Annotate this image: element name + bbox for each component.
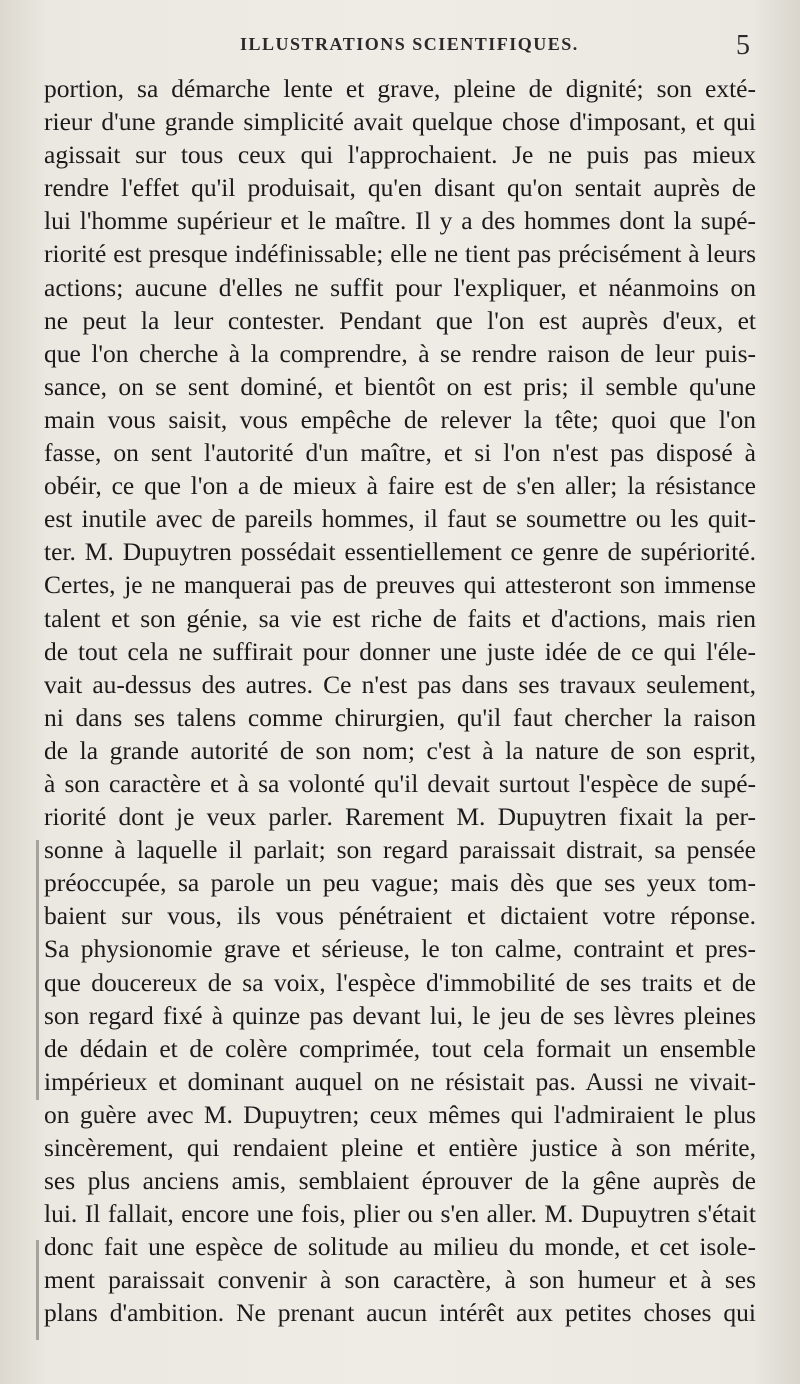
text-line: que l'on cherche à la comprendre, à se rendre raison de leur puis- [44,338,756,368]
text-line: de tout cela ne suffirait pour donner une juste idée de ce qui l'éle- [44,636,756,666]
text-line: préoccupée, sa parole un peu vague; mais dès que ses yeux tom- [44,868,756,898]
text-line: est inutile avec de pareils hommes, il faut se soumettre ou les quit- [44,504,756,534]
body-text [44,72,756,1330]
text-line: riorité dont je veux parler. Rarement M. Dupuytren fixait la per- [44,802,756,832]
text-line: à son caractère et à sa volonté qu'il devait surtout l'espèce de supé- [44,768,756,798]
text-line: main vous saisit, vous empêche de relever la tête; quoi que l'on [44,404,756,434]
text-line: rieur d'une grande simplicité avait quelque chose d'imposant, et qui [44,107,756,137]
text-line: lui l'homme supérieur et le maître. Il y a des hommes dont la supé- [44,206,756,236]
text-line: rendre l'effet qu'il produisait, qu'en disant qu'on sentait auprès de [44,173,756,203]
text-line: talent et son génie, sa vie est riche de faits et d'actions, mais rien [44,603,756,633]
running-title: ILLUSTRATIONS SCIENTIFIQUES. [240,34,579,54]
text-line: riorité est presque indéfinissable; elle ne tient pas précisément à leurs [44,239,756,269]
text-line: sonne à laquelle il parlait; son regard paraissait distrait, sa pensée [44,835,756,865]
text-line: ment paraissait convenir à son caractère, à son humeur et à ses [44,1265,756,1295]
margin-pencil-mark [36,1240,39,1340]
text-line: ni dans ses talens comme chirurgien, qu'il faut chercher la raison [44,702,756,732]
text-line: ne peut la leur contester. Pendant que l'on est auprès d'eux, et [44,305,756,335]
text-line: baient sur vous, ils vous pénétraient et dictaient votre réponse. [44,901,756,931]
margin-pencil-mark [36,840,39,1100]
text-line: impérieux et dominant auquel on ne résistait pas. Aussi ne vivait- [44,1066,756,1096]
text-line: sincèrement, qui rendaient pleine et entière justice à son mérite, [44,1133,756,1162]
text-line: lui. Il fallait, encore une fois, plier ou s'en aller. M. Dupuytren s'était [44,1199,756,1229]
text-line: que doucereux de sa voix, l'espèce d'immobilité de ses traits et de [44,967,756,997]
page-header [0,30,800,70]
text-line: ter. M. Dupuytren possédait essentiellement ce genre de supériorité. [44,537,756,567]
text-line: plans d'ambition. Ne prenant aucun intérêt aux petites choses qui [44,1298,756,1328]
text-line: son regard fixé à quinze pas devant lui, le jeu de ses lèvres pleines [44,1000,756,1030]
text-line: portion, sa démarche lente et grave, pleine de dignité; son exté- [44,74,756,103]
text-line: on guère avec M. Dupuytren; ceux mêmes qui l'admiraient le plus [44,1099,756,1129]
text-line: de dédain et de colère comprimée, tout cela formait un ensemble [44,1033,756,1063]
page-number: 5 [736,30,750,61]
text-line: ses plus anciens amis, semblaient éprouver de la gêne auprès de [44,1166,756,1196]
text-line: vait au-dessus des autres. Ce n'est pas dans ses travaux seulement, [44,669,756,699]
text-line: obéir, ce que l'on a de mieux à faire est de s'en aller; la résistance [44,471,756,501]
text-line: de la grande autorité de son nom; c'est à la nature de son esprit, [44,735,756,765]
text-line: Certes, je ne manquerai pas de preuves qui attesteront son immense [44,570,756,600]
text-line: sance, on se sent dominé, et bientôt on est pris; il semble qu'une [44,371,756,401]
text-line: donc fait une espèce de solitude au milieu du monde, et cet isole- [44,1232,756,1262]
text-line: actions; aucune d'elles ne suffit pour l'expliquer, et néanmoins on [44,272,756,302]
text-line: fasse, on sent l'autorité d'un maître, et si l'on n'est pas disposé à [44,438,756,468]
text-line: Sa physionomie grave et sérieuse, le ton calme, contraint et pres- [44,934,756,964]
text-line: agissait sur tous ceux qui l'approchaient. Je ne puis pas mieux [44,140,756,170]
